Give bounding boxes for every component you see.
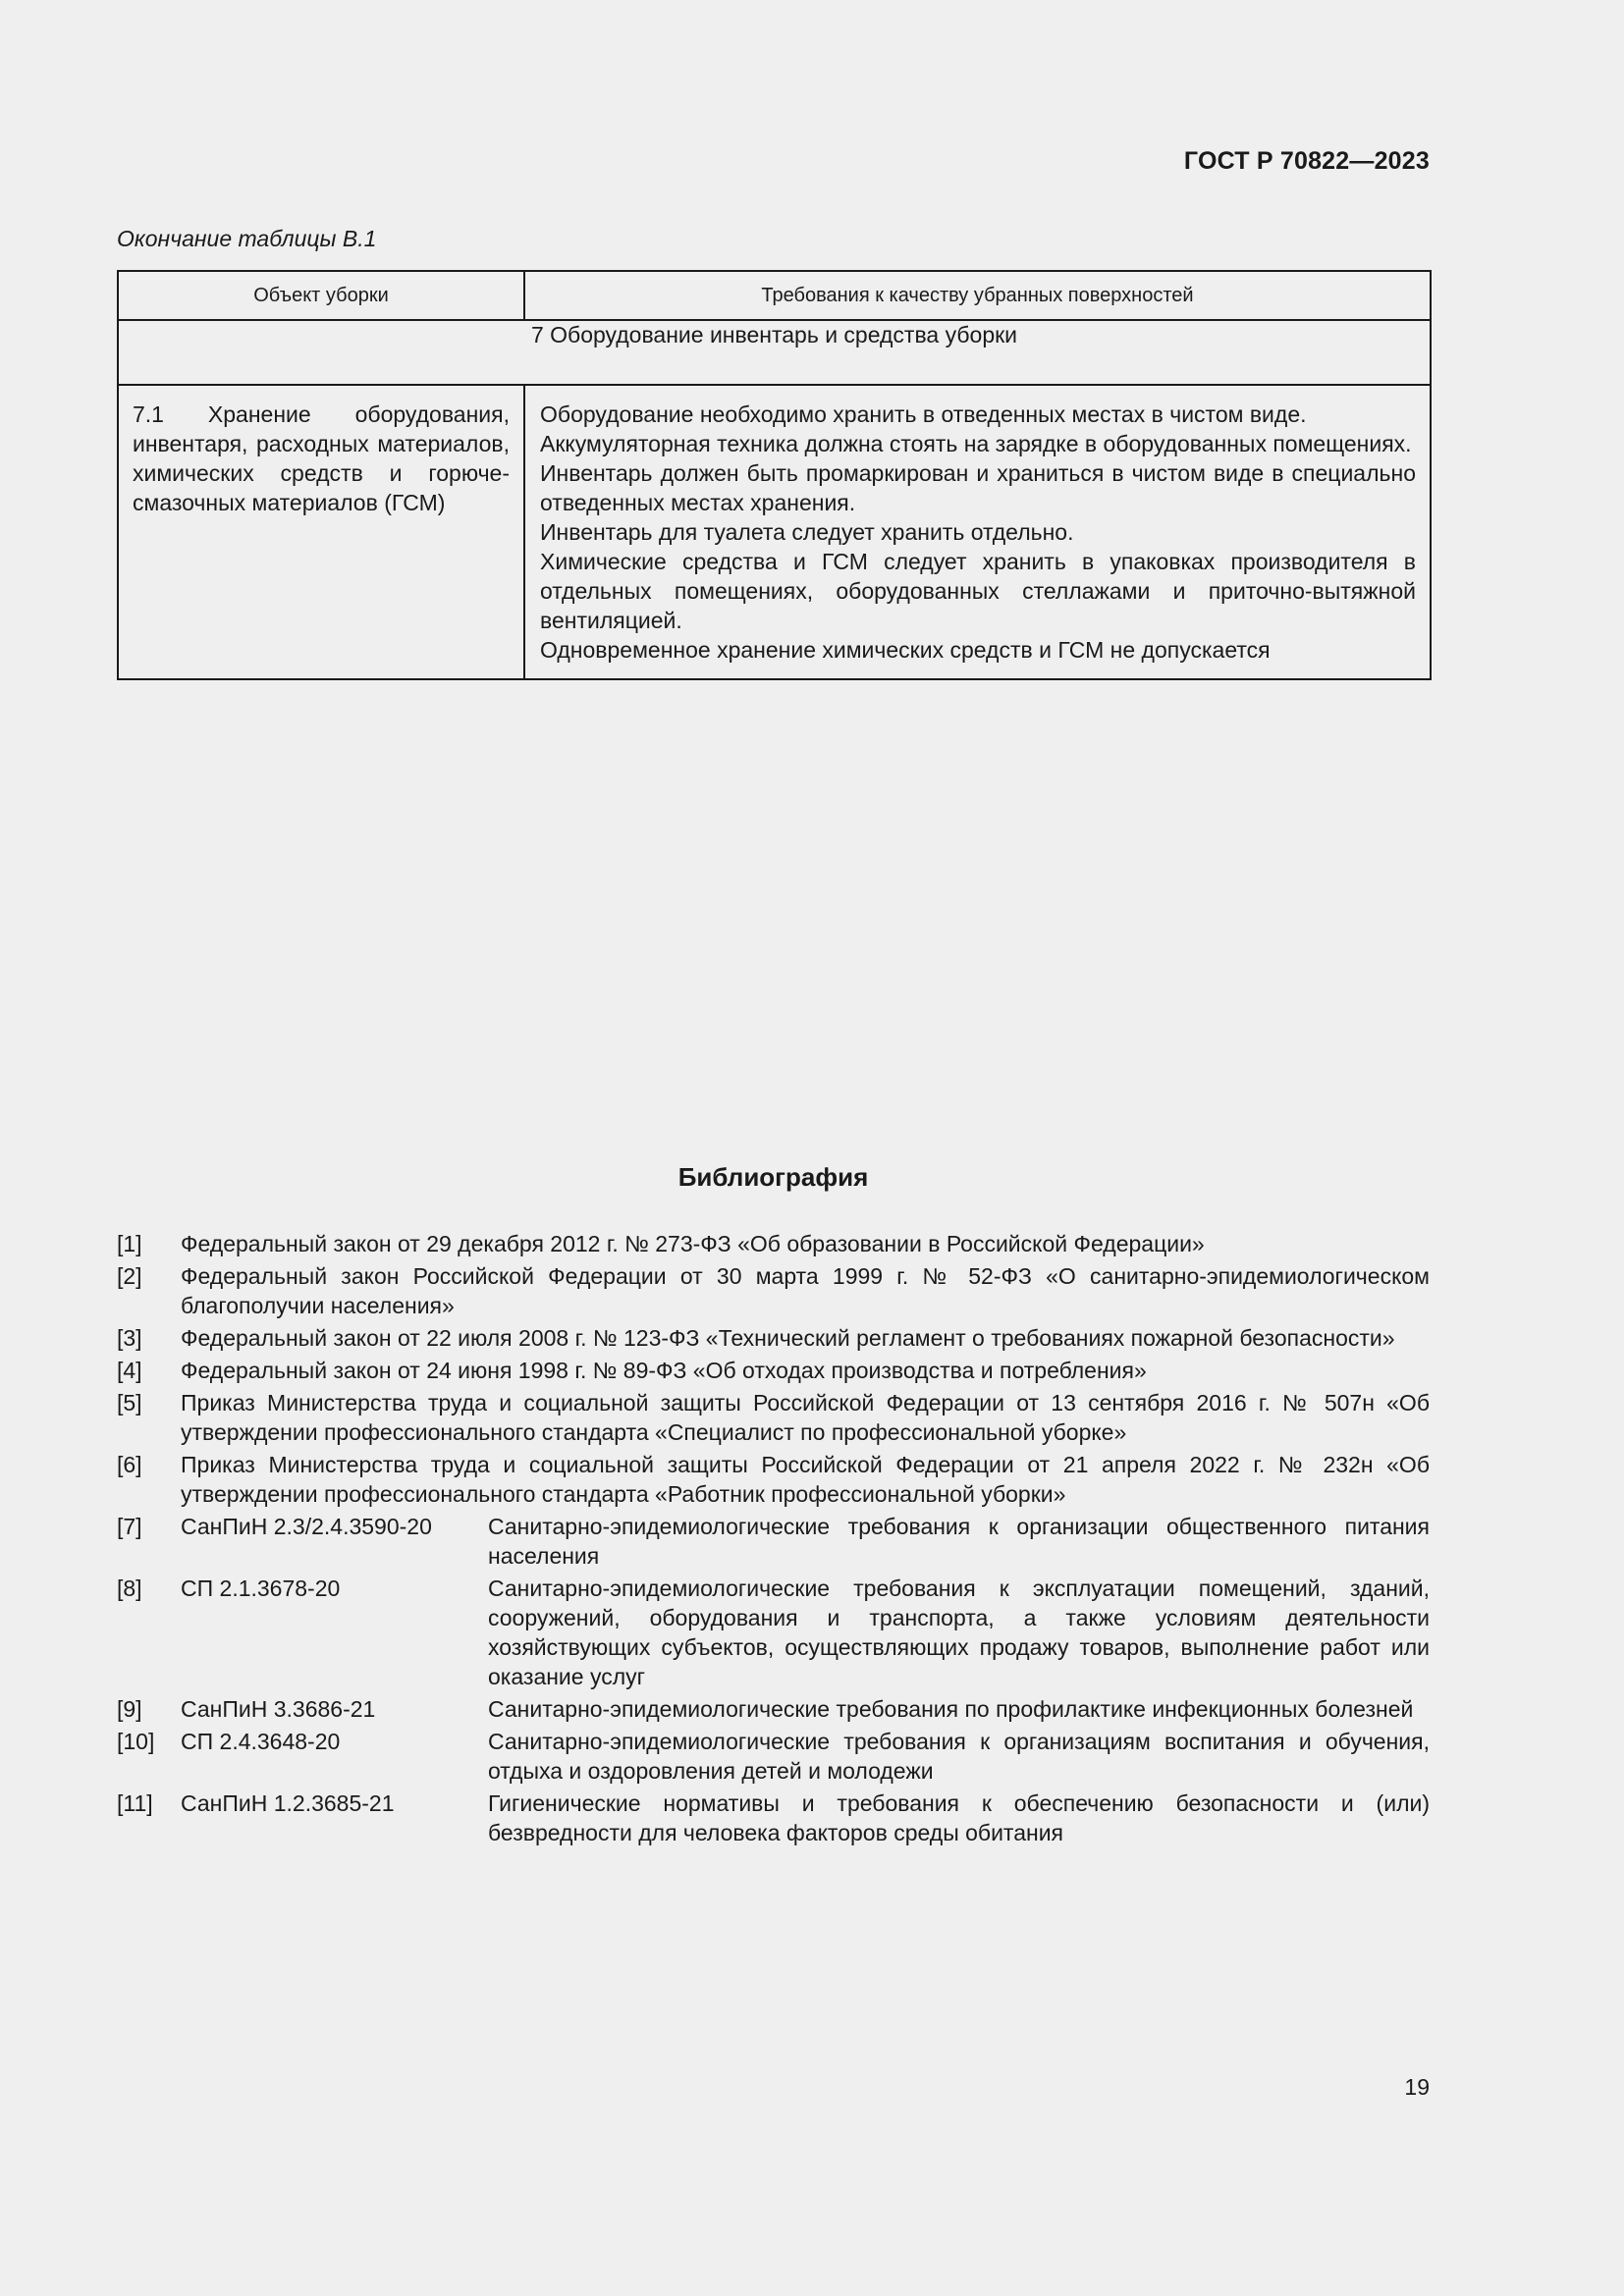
requirement-line: Аккумуляторная техника должна стоять на зарядке в оборудованных помещениях. xyxy=(540,431,1412,456)
section-title: 7 Оборудование инвентарь и средства уборки xyxy=(118,320,1431,385)
reference-text: Санитарно-эпидемиологические требования к эксплуатации помещений, зданий, сооружений, оборудования и транспорта, а также условиям деятельности хозяйствующих субъектов, осуществляющих продажу товаров, выполнение работ или оказание услуг xyxy=(488,1575,1430,1689)
reference-text: Санитарно-эпидемиологические требования к организациям воспитания и обучения, отдыха и оздоровления детей и молодежи xyxy=(488,1729,1430,1784)
list-item xyxy=(117,1727,1430,1786)
list-item xyxy=(117,1694,1430,1724)
cleaning-requirements-table xyxy=(117,270,1432,680)
reference-code: СП 2.4.3648-20 xyxy=(181,1729,341,1754)
list-item xyxy=(117,1450,1430,1509)
column-header-object: Объект уборки xyxy=(118,271,524,320)
reference-text: Федеральный закон Российской Федерации от 30 марта 1999 г. № 52-ФЗ «О санитарно-эпидемиологическом благополучии населения» xyxy=(181,1263,1430,1318)
list-item xyxy=(117,1356,1430,1385)
reference-code: СП 2.1.3678-20 xyxy=(181,1575,341,1601)
reference-number: [4] xyxy=(117,1358,142,1383)
reference-text: Санитарно-эпидемиологические требования по профилактике инфекционных болезней xyxy=(488,1696,1414,1722)
reference-number: [8] xyxy=(117,1575,142,1601)
list-item xyxy=(117,1323,1430,1353)
bibliography-list xyxy=(117,1229,1430,1850)
list-item xyxy=(117,1229,1430,1258)
bibliography-title: Библиография xyxy=(677,1162,869,1192)
reference-text: Приказ Министерства труда и социальной защиты Российской Федерации от 21 апреля 2022 г. № 232н «Об утверждении профессионального стандарта «Работник профессиональной уборки» xyxy=(181,1452,1430,1507)
page-number: 19 xyxy=(1404,2074,1430,2100)
requirements-cell xyxy=(524,385,1431,679)
reference-number: [3] xyxy=(117,1325,142,1351)
requirement-line: Химические средства и ГСМ следует хранить в упаковках производителя в отдельных помещениях, оборудованных стеллажами и приточно-вытяжной вентиляцией. xyxy=(540,549,1416,633)
column-header-requirements: Требования к качеству убранных поверхностей xyxy=(524,271,1431,320)
cleaning-object-cell: 7.1 Хранение оборудования, инвентаря, расходных материалов, химических средств и горюче-смазочных материалов (ГСМ) xyxy=(118,385,524,679)
table-row xyxy=(118,385,1431,679)
reference-text: Санитарно-эпидемиологические требования к организации общественного питания населения xyxy=(488,1514,1430,1569)
requirement-line: Инвентарь для туалета следует хранить отдельно. xyxy=(540,519,1074,545)
reference-text: Приказ Министерства труда и социальной защиты Российской Федерации от 13 сентября 2016 г. № 507н «Об утверждении профессионального стандарта «Специалист по профессиональной уборке» xyxy=(181,1390,1430,1445)
reference-code: СанПиН 2.3/2.4.3590-20 xyxy=(181,1514,432,1539)
list-item xyxy=(117,1574,1430,1691)
list-item xyxy=(117,1261,1430,1320)
reference-number: [9] xyxy=(117,1696,142,1722)
reference-text: Гигиенические нормативы и требования к обеспечению безопасности и (или) безвредности для человека факторов среды обитания xyxy=(488,1790,1430,1845)
list-item xyxy=(117,1388,1430,1447)
list-item xyxy=(117,1789,1430,1847)
reference-number: [6] xyxy=(117,1452,142,1477)
reference-text: Федеральный закон от 24 июня 1998 г. № 89-ФЗ «Об отходах производства и потребления» xyxy=(181,1358,1147,1383)
list-item xyxy=(117,1512,1430,1571)
reference-number: [2] xyxy=(117,1263,142,1289)
reference-number: [5] xyxy=(117,1390,142,1415)
reference-code: СанПиН 3.3686-21 xyxy=(181,1696,376,1722)
requirement-line: Одновременное хранение химических средств и ГСМ не допускается xyxy=(540,637,1271,663)
reference-text: Федеральный закон от 22 июля 2008 г. № 123-ФЗ «Технический регламент о требованиях пожарной безопасности» xyxy=(181,1325,1395,1351)
reference-code: СанПиН 1.2.3685-21 xyxy=(181,1790,395,1816)
reference-number: [10] xyxy=(117,1729,155,1754)
table-caption: Окончание таблицы В.1 xyxy=(117,226,377,251)
reference-number: [11] xyxy=(117,1790,153,1816)
reference-text: Федеральный закон от 29 декабря 2012 г. № 273-ФЗ «Об образовании в Российской Федерации» xyxy=(181,1231,1205,1256)
requirement-line: Оборудование необходимо хранить в отведенных местах в чистом виде. xyxy=(540,401,1307,427)
reference-number: [7] xyxy=(117,1514,142,1539)
reference-number: [1] xyxy=(117,1231,142,1256)
requirement-line: Инвентарь должен быть промаркирован и храниться в чистом виде в специально отведенных местах хранения. xyxy=(540,460,1416,515)
document-code: ГОСТ Р 70822—2023 xyxy=(1183,147,1430,175)
